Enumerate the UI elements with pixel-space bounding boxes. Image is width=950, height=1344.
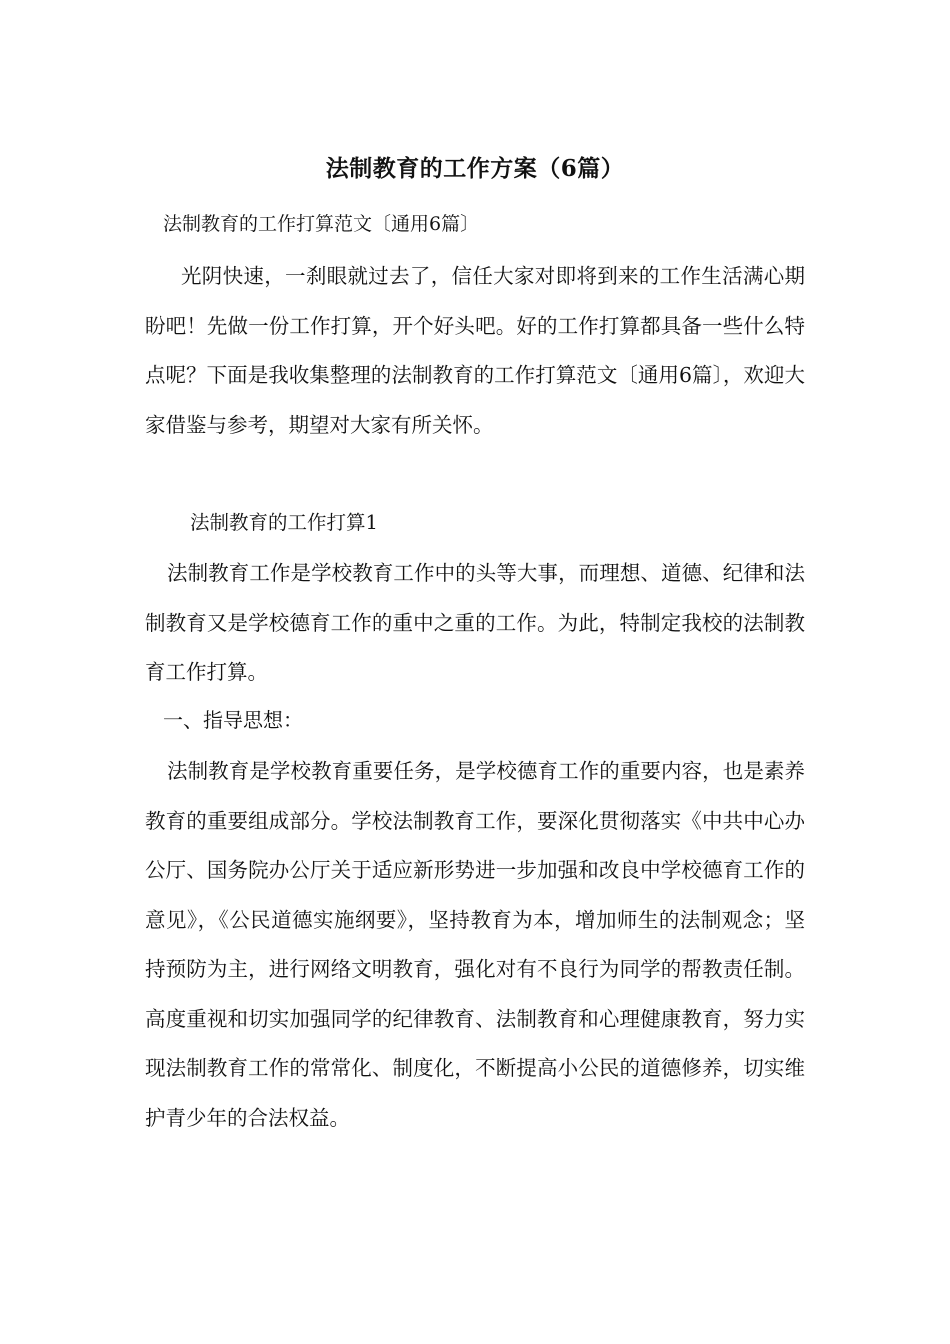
document-title: 法制教育的工作方案（6篇）	[325, 155, 625, 182]
section-heading: 法制教育的工作打算1	[190, 511, 378, 534]
guiding-thought-heading: 一、指导思想：	[163, 708, 303, 732]
intro-paragraph: 光阴快速，一刹眼就过去了，信任大家对即将到来的工作生活满心期盼吧！先做一份工作打算，开个好头吧。好的工作打算都具备一些什么特点呢？下面是我收集整理的法制教育的工作打算范文〔通用6篇〕，欢迎大家借鉴与参考，期望对大家有所关怀。	[145, 264, 805, 437]
guiding-thought-paragraph: 法制教育是学校教育重要任务，是学校德育工作的重要内容，也是素养教育的重要组成部分。学校法制教育工作，要深化贯彻落实《中共中心办公厅、国务院办公厅关于适应新形势进一步加强和改良中学校德育工作的意见》，《公民道德实施纲要》，坚持教育为本，增加师生的法制观念；坚持预防为主，进行网络文明教育，强化对有不良行为同学的帮教责任制。高度重视和切实加强同学的纪律教育、法制教育和心理健康教育，努力实现法制教育工作的常常化、制度化，不断提高小公民的道德修养，切实维护青少年的合法权益。	[145, 759, 805, 1130]
section-intro-paragraph: 法制教育工作是学校教育工作中的头等大事，而理想、道德、纪律和法制教育又是学校德育工作的重中之重的工作。为此，特制定我校的法制教育工作打算。	[145, 561, 805, 684]
document-subtitle: 法制教育的工作打算范文〔通用6篇〕	[163, 213, 480, 235]
